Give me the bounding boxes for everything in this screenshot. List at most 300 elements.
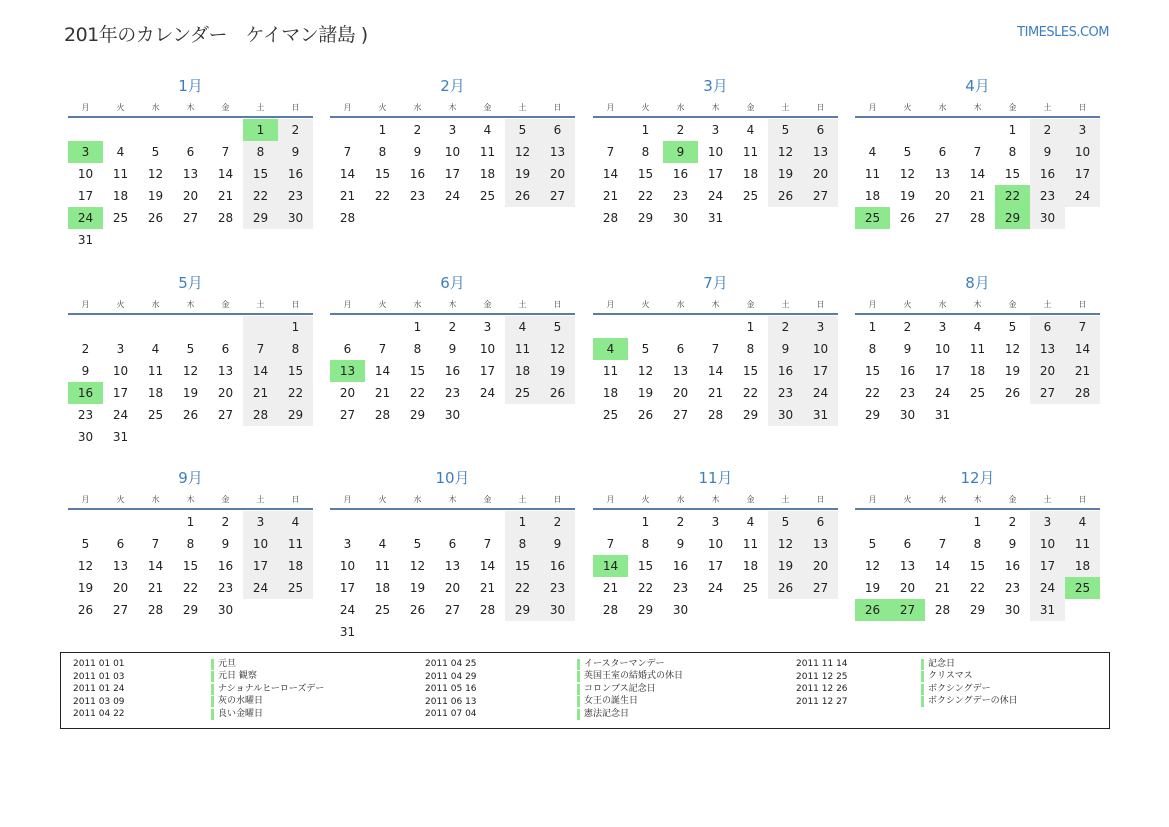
weekday-label: 金 (746, 300, 755, 309)
day-cell: 23 (768, 382, 803, 404)
day-cell: 20 (339, 386, 356, 400)
day-cell: 16 (409, 167, 426, 181)
weekday-header (330, 295, 575, 315)
day-cell: 8 (278, 338, 313, 360)
weekday-label: 日 (1078, 103, 1087, 112)
day-blank (103, 511, 138, 533)
weekday-label: 火 (903, 495, 912, 504)
day-cell: 29 (864, 408, 881, 422)
holiday-name: ボクシングデー (921, 684, 991, 695)
day-cell: 25 (505, 382, 540, 404)
holiday-name-column (921, 658, 1018, 708)
day-cell: 20 (112, 581, 129, 595)
day-grid (330, 510, 575, 643)
month-calendar (855, 271, 1100, 426)
holiday-date: 2011 07 04 (425, 709, 477, 720)
day-cell: 16 (1004, 559, 1021, 573)
day-cell: 25 (147, 408, 164, 422)
day-cell: 22 (278, 382, 313, 404)
weekday-label: 月 (868, 103, 877, 112)
weekday-label: 金 (483, 300, 492, 309)
day-cell: 4 (868, 145, 877, 159)
day-cell: 20 (899, 581, 916, 595)
day-cell: 14 (243, 360, 278, 382)
day-cell: 24 (112, 408, 129, 422)
weekday-label: 土 (256, 103, 265, 112)
day-cell: 28 (374, 408, 391, 422)
day-cell: 29 (637, 603, 654, 617)
day-cell: 7 (606, 145, 615, 159)
day-blank (330, 119, 365, 141)
holiday-name: 憲法記念日 (577, 709, 629, 720)
day-cell: 8 (868, 342, 877, 356)
weekday-label: 土 (781, 300, 790, 309)
day-cell: 6 (903, 537, 912, 551)
weekday-header (593, 295, 838, 315)
day-cell: 2 (903, 320, 912, 334)
weekday-label: 火 (903, 103, 912, 112)
day-cell: 22 (742, 386, 759, 400)
day-cell: 13 (803, 141, 838, 163)
day-cell: 30 (768, 404, 803, 426)
day-cell: 24 (707, 581, 724, 595)
day-cell: 30 (1030, 207, 1065, 229)
day-blank (243, 599, 278, 621)
day-blank (138, 119, 173, 141)
month-title: 5月 (178, 274, 203, 292)
day-cell: 22 (409, 386, 426, 400)
day-cell: 2 (221, 515, 230, 529)
day-cell: 27 (540, 185, 575, 207)
day-cell: 18 (969, 364, 986, 378)
day-cell: 3 (483, 320, 492, 334)
page-title: 201年のカレンダー ケイマン諸島 ) (64, 24, 368, 46)
weekday-label: 木 (448, 300, 457, 309)
day-cell: 10 (112, 364, 129, 378)
day-blank (68, 511, 103, 533)
holiday-date: 2011 04 25 (425, 659, 477, 670)
day-cell: 13 (934, 167, 951, 181)
day-cell: 3 (803, 316, 838, 338)
day-cell: 29 (742, 408, 759, 422)
day-cell: 23 (278, 185, 313, 207)
day-cell: 11 (742, 145, 759, 159)
day-blank (173, 426, 208, 448)
holiday-day: 24 (68, 207, 103, 229)
day-cell: 7 (973, 145, 982, 159)
day-cell: 5 (81, 537, 90, 551)
weekday-label: 木 (973, 495, 982, 504)
day-blank (138, 229, 173, 251)
holiday-list (60, 652, 1110, 729)
day-cell: 31 (803, 404, 838, 426)
month-calendar (593, 74, 838, 229)
day-cell: 28 (339, 211, 356, 225)
weekday-label: 土 (1043, 495, 1052, 504)
day-cell: 25 (742, 189, 759, 203)
day-cell: 28 (243, 404, 278, 426)
day-cell: 1 (641, 515, 650, 529)
day-cell: 11 (864, 167, 881, 181)
day-cell: 1 (413, 320, 422, 334)
day-cell: 12 (540, 338, 575, 360)
day-cell: 22 (864, 386, 881, 400)
weekday-label: 火 (378, 103, 387, 112)
day-grid (593, 315, 838, 426)
day-cell: 29 (505, 599, 540, 621)
day-cell: 7 (151, 537, 160, 551)
day-cell: 8 (641, 145, 650, 159)
day-cell: 4 (746, 123, 755, 137)
day-cell: 31 (339, 625, 356, 639)
day-cell: 25 (112, 211, 129, 225)
day-cell: 21 (374, 386, 391, 400)
day-cell: 6 (448, 537, 457, 551)
day-cell: 3 (938, 320, 947, 334)
day-cell: 2 (676, 515, 685, 529)
month-title: 7月 (703, 274, 728, 292)
day-cell: 27 (339, 408, 356, 422)
day-cell: 17 (77, 189, 94, 203)
day-cell: 17 (444, 167, 461, 181)
day-cell: 9 (1030, 141, 1065, 163)
weekday-label: 日 (1078, 300, 1087, 309)
day-blank (855, 119, 890, 141)
holiday-date: 2011 12 26 (796, 684, 848, 695)
day-cell: 3 (1065, 119, 1100, 141)
day-blank (1065, 599, 1100, 621)
day-blank (400, 621, 435, 643)
day-cell: 6 (221, 342, 230, 356)
day-cell: 3 (711, 515, 720, 529)
day-cell: 11 (1065, 533, 1100, 555)
day-cell: 5 (413, 537, 422, 551)
day-cell: 17 (479, 364, 496, 378)
month-calendar (330, 466, 575, 643)
month-calendar (330, 74, 575, 229)
weekday-label: 金 (1008, 300, 1017, 309)
weekday-label: 金 (221, 495, 230, 504)
holiday-day: 25 (855, 207, 890, 229)
holiday-name: 元旦 (211, 659, 236, 670)
day-cell: 19 (505, 163, 540, 185)
holiday-date: 2011 01 03 (73, 671, 125, 682)
month-calendar (855, 74, 1100, 229)
day-cell: 28 (147, 603, 164, 617)
day-cell: 16 (217, 559, 234, 573)
day-cell: 30 (444, 408, 461, 422)
day-blank (103, 119, 138, 141)
weekday-label: 水 (938, 495, 947, 504)
day-cell: 27 (803, 185, 838, 207)
day-grid (855, 118, 1100, 229)
weekday-label: 月 (81, 300, 90, 309)
day-cell: 10 (444, 145, 461, 159)
weekday-label: 木 (448, 103, 457, 112)
weekday-label: 金 (221, 300, 230, 309)
day-cell: 19 (77, 581, 94, 595)
day-cell: 12 (77, 559, 94, 573)
weekday-label: 金 (746, 495, 755, 504)
day-blank (208, 316, 243, 338)
month-calendar (68, 466, 313, 621)
weekday-label: 月 (868, 300, 877, 309)
holiday-day: 26 (855, 599, 890, 621)
day-cell: 21 (707, 386, 724, 400)
day-cell: 7 (711, 342, 720, 356)
holiday-name: ボクシングデーの休日 (921, 696, 1018, 707)
day-cell: 21 (969, 189, 986, 203)
day-blank (400, 207, 435, 229)
day-cell: 11 (479, 145, 496, 159)
day-cell: 15 (409, 364, 426, 378)
month-title: 2月 (440, 77, 465, 95)
day-cell: 14 (934, 559, 951, 573)
weekday-label: 木 (186, 103, 195, 112)
day-cell: 5 (868, 537, 877, 551)
day-cell: 17 (1030, 555, 1065, 577)
holiday-day: 3 (68, 141, 103, 163)
day-cell: 8 (378, 145, 387, 159)
weekday-label: 水 (676, 300, 685, 309)
day-cell: 24 (934, 386, 951, 400)
holiday-name-column (211, 658, 324, 721)
day-cell: 30 (540, 599, 575, 621)
day-cell: 2 (1008, 515, 1017, 529)
day-blank (768, 207, 803, 229)
weekday-label: 水 (151, 103, 160, 112)
day-cell: 14 (707, 364, 724, 378)
weekday-label: 金 (1008, 495, 1017, 504)
day-cell: 27 (672, 408, 689, 422)
day-cell: 4 (746, 515, 755, 529)
day-cell: 12 (505, 141, 540, 163)
day-cell: 4 (973, 320, 982, 334)
day-blank (138, 426, 173, 448)
day-cell: 26 (505, 185, 540, 207)
day-cell: 2 (81, 342, 90, 356)
day-cell: 8 (186, 537, 195, 551)
day-grid (68, 315, 313, 448)
weekday-label: 金 (1008, 103, 1017, 112)
day-cell: 2 (1030, 119, 1065, 141)
day-cell: 27 (934, 211, 951, 225)
day-cell: 23 (1030, 185, 1065, 207)
day-cell: 21 (602, 581, 619, 595)
month-title: 12月 (960, 469, 995, 487)
holiday-date: 2011 11 14 (796, 659, 848, 670)
day-cell: 8 (413, 342, 422, 356)
weekday-label: 土 (256, 300, 265, 309)
day-cell: 4 (483, 123, 492, 137)
day-blank (593, 511, 628, 533)
day-blank (890, 119, 925, 141)
day-cell: 15 (742, 364, 759, 378)
day-cell: 9 (448, 342, 457, 356)
day-cell: 19 (1004, 364, 1021, 378)
day-cell: 17 (934, 364, 951, 378)
weekday-label: 木 (973, 300, 982, 309)
weekday-label: 火 (116, 103, 125, 112)
month-calendar (68, 74, 313, 251)
day-blank (243, 316, 278, 338)
day-cell: 22 (969, 581, 986, 595)
day-cell: 15 (969, 559, 986, 573)
day-cell: 26 (409, 603, 426, 617)
day-cell: 11 (374, 559, 391, 573)
day-cell: 15 (505, 555, 540, 577)
day-grid (68, 510, 313, 621)
holiday-date-column (425, 658, 477, 721)
day-cell: 29 (409, 408, 426, 422)
day-cell: 8 (505, 533, 540, 555)
holiday-day: 13 (330, 360, 365, 382)
day-cell: 25 (742, 581, 759, 595)
day-cell: 1 (641, 123, 650, 137)
holiday-date-column (796, 658, 848, 708)
day-cell: 7 (606, 537, 615, 551)
day-cell: 10 (243, 533, 278, 555)
weekday-label: 水 (676, 495, 685, 504)
weekday-header (855, 98, 1100, 118)
day-blank (330, 316, 365, 338)
day-cell: 21 (934, 581, 951, 595)
weekday-header (855, 490, 1100, 510)
day-cell: 28 (217, 211, 234, 225)
month-title: 11月 (698, 469, 733, 487)
day-cell: 18 (742, 559, 759, 573)
day-cell: 7 (938, 537, 947, 551)
day-cell: 7 (243, 338, 278, 360)
day-cell: 30 (77, 430, 94, 444)
day-blank (400, 511, 435, 533)
day-blank (593, 119, 628, 141)
day-cell: 2 (540, 511, 575, 533)
day-cell: 11 (602, 364, 619, 378)
day-cell: 12 (637, 364, 654, 378)
day-cell: 29 (969, 603, 986, 617)
day-blank (995, 404, 1030, 426)
day-cell: 31 (1030, 599, 1065, 621)
holiday-date: 2011 12 25 (796, 671, 848, 682)
day-cell: 4 (505, 316, 540, 338)
day-cell: 29 (182, 603, 199, 617)
weekday-header (593, 98, 838, 118)
day-cell: 18 (505, 360, 540, 382)
holiday-name: 女王の誕生日 (577, 696, 638, 707)
day-cell: 23 (899, 386, 916, 400)
day-cell: 8 (1008, 145, 1017, 159)
day-cell: 5 (903, 145, 912, 159)
day-cell: 3 (243, 511, 278, 533)
day-blank (365, 207, 400, 229)
day-cell: 14 (969, 167, 986, 181)
day-cell: 21 (217, 189, 234, 203)
weekday-label: 土 (256, 495, 265, 504)
month-title: 8月 (965, 274, 990, 292)
day-cell: 30 (899, 408, 916, 422)
day-cell: 23 (672, 581, 689, 595)
weekday-label: 水 (413, 495, 422, 504)
day-cell: 26 (77, 603, 94, 617)
day-cell: 12 (864, 559, 881, 573)
day-cell: 27 (217, 408, 234, 422)
day-cell: 10 (934, 342, 951, 356)
day-cell: 12 (182, 364, 199, 378)
day-cell: 3 (711, 123, 720, 137)
holiday-date: 2011 06 13 (425, 696, 477, 707)
day-cell: 31 (707, 211, 724, 225)
day-cell: 12 (899, 167, 916, 181)
weekday-label: 木 (711, 495, 720, 504)
weekday-label: 日 (291, 495, 300, 504)
day-blank (1065, 207, 1100, 229)
day-cell: 16 (899, 364, 916, 378)
day-cell: 13 (112, 559, 129, 573)
day-cell: 27 (1030, 382, 1065, 404)
day-blank (890, 511, 925, 533)
day-blank (925, 119, 960, 141)
day-cell: 28 (934, 603, 951, 617)
day-blank (103, 316, 138, 338)
day-grid (855, 315, 1100, 426)
site-link[interactable]: TIMESLES.COM (1017, 25, 1109, 40)
day-cell: 10 (1030, 533, 1065, 555)
holiday-day: 14 (593, 555, 628, 577)
day-cell: 1 (186, 515, 195, 529)
weekday-label: 金 (483, 103, 492, 112)
day-blank (698, 316, 733, 338)
weekday-label: 木 (186, 300, 195, 309)
day-cell: 7 (343, 145, 352, 159)
day-cell: 5 (505, 119, 540, 141)
holiday-name: ナショナルヒーローズデー (211, 684, 324, 695)
day-cell: 1 (1008, 123, 1017, 137)
day-cell: 23 (444, 386, 461, 400)
day-cell: 18 (278, 555, 313, 577)
day-cell: 17 (1065, 163, 1100, 185)
day-cell: 17 (707, 559, 724, 573)
weekday-label: 土 (518, 300, 527, 309)
weekday-label: 水 (151, 495, 160, 504)
month-calendar (330, 271, 575, 426)
day-cell: 23 (217, 581, 234, 595)
weekday-label: 土 (518, 495, 527, 504)
weekday-label: 火 (641, 300, 650, 309)
day-cell: 10 (479, 342, 496, 356)
day-cell: 18 (602, 386, 619, 400)
weekday-label: 日 (553, 300, 562, 309)
day-blank (173, 316, 208, 338)
day-cell: 17 (339, 581, 356, 595)
weekday-label: 月 (868, 495, 877, 504)
day-cell: 5 (151, 145, 160, 159)
weekday-header (68, 98, 313, 118)
day-cell: 8 (243, 141, 278, 163)
weekday-label: 月 (81, 103, 90, 112)
day-cell: 22 (243, 185, 278, 207)
weekday-label: 木 (448, 495, 457, 504)
day-cell: 12 (1004, 342, 1021, 356)
day-cell: 3 (116, 342, 125, 356)
day-cell: 9 (81, 364, 90, 378)
day-cell: 5 (1008, 320, 1017, 334)
weekday-label: 水 (676, 103, 685, 112)
day-cell: 1 (973, 515, 982, 529)
weekday-label: 木 (186, 495, 195, 504)
day-cell: 22 (505, 577, 540, 599)
day-cell: 30 (278, 207, 313, 229)
